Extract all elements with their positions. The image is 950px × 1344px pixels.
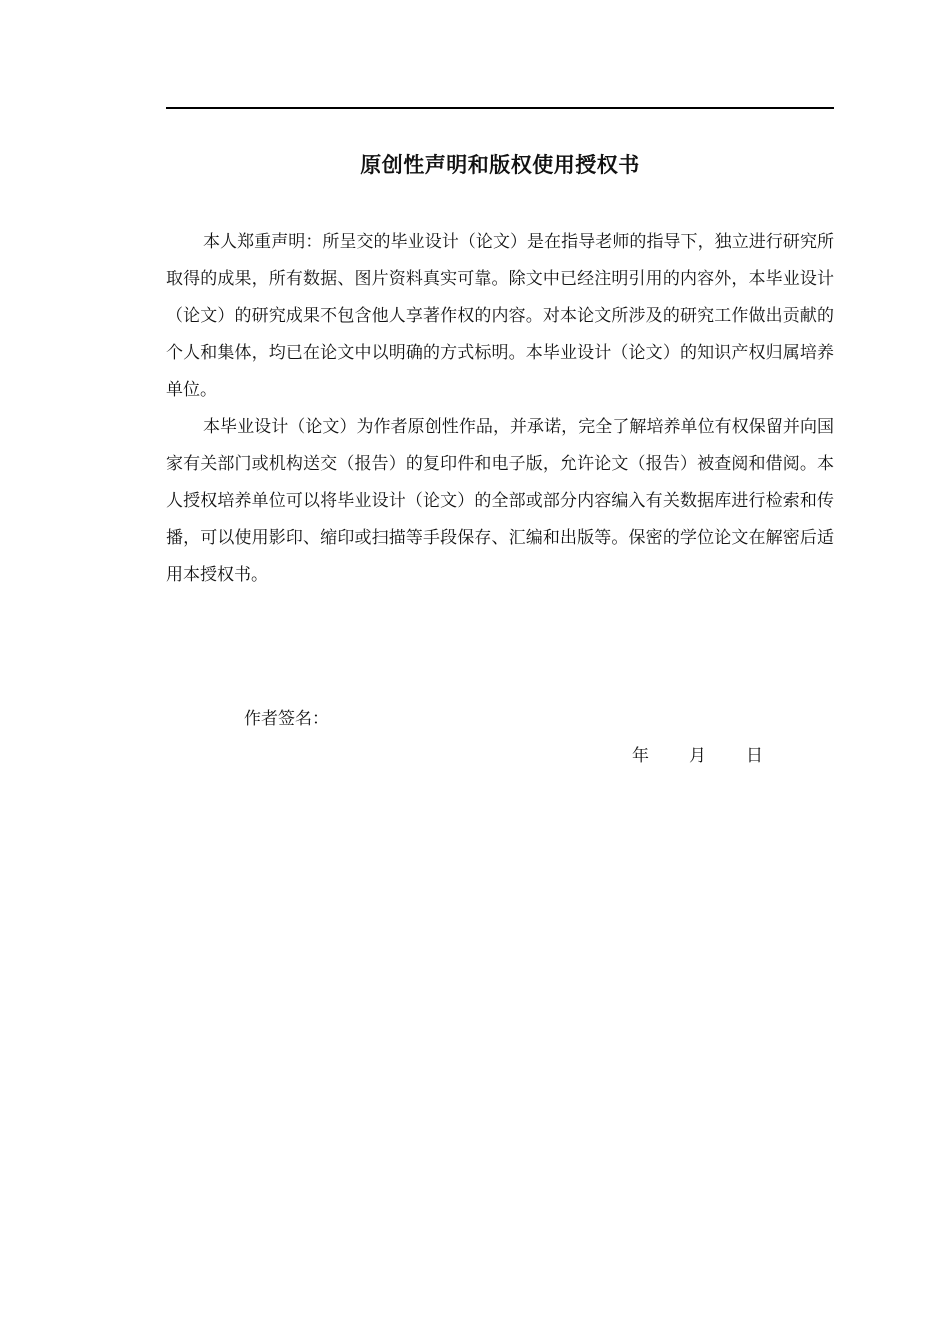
authorization-paragraph: 本毕业设计（论文）为作者原创性作品，并承诺，完全了解培养单位有权保留并向国家有关部门或机构送交（报告）的复印件和电子版，允许论文（报告）被查阅和借阅。本人授权培养单位可以将毕业设计（论文）的全部或部分内容编入有关数据库进行检索和传播，可以使用影印、缩印或扫描等手段保存、汇编和出版等。保密的学位论文在解密后适用本授权书。 — [166, 417, 834, 585]
date-line — [632, 739, 763, 773]
header-rule — [166, 107, 834, 109]
date-year-label: 年 — [632, 746, 649, 766]
date-month-label: 月 — [689, 746, 706, 766]
declaration-paragraph: 本人郑重声明：所呈交的毕业设计（论文）是在指导老师的指导下，独立进行研究所取得的成果，所有数据、图片资料真实可靠。除文中已经注明引用的内容外，本毕业设计（论文）的研究成果不包含他人享著作权的内容。对本论文所涉及的研究工作做出贡献的个人和集体，均已在论文中以明确的方式标明。本毕业设计（论文）的知识产权归属培养单位。 — [166, 232, 834, 400]
author-signature-label: 作者签名： — [244, 709, 329, 729]
document-title: 原创性声明和版权使用授权书 — [360, 153, 640, 177]
declaration-body — [166, 224, 834, 594]
date-day-label: 日 — [746, 746, 763, 766]
